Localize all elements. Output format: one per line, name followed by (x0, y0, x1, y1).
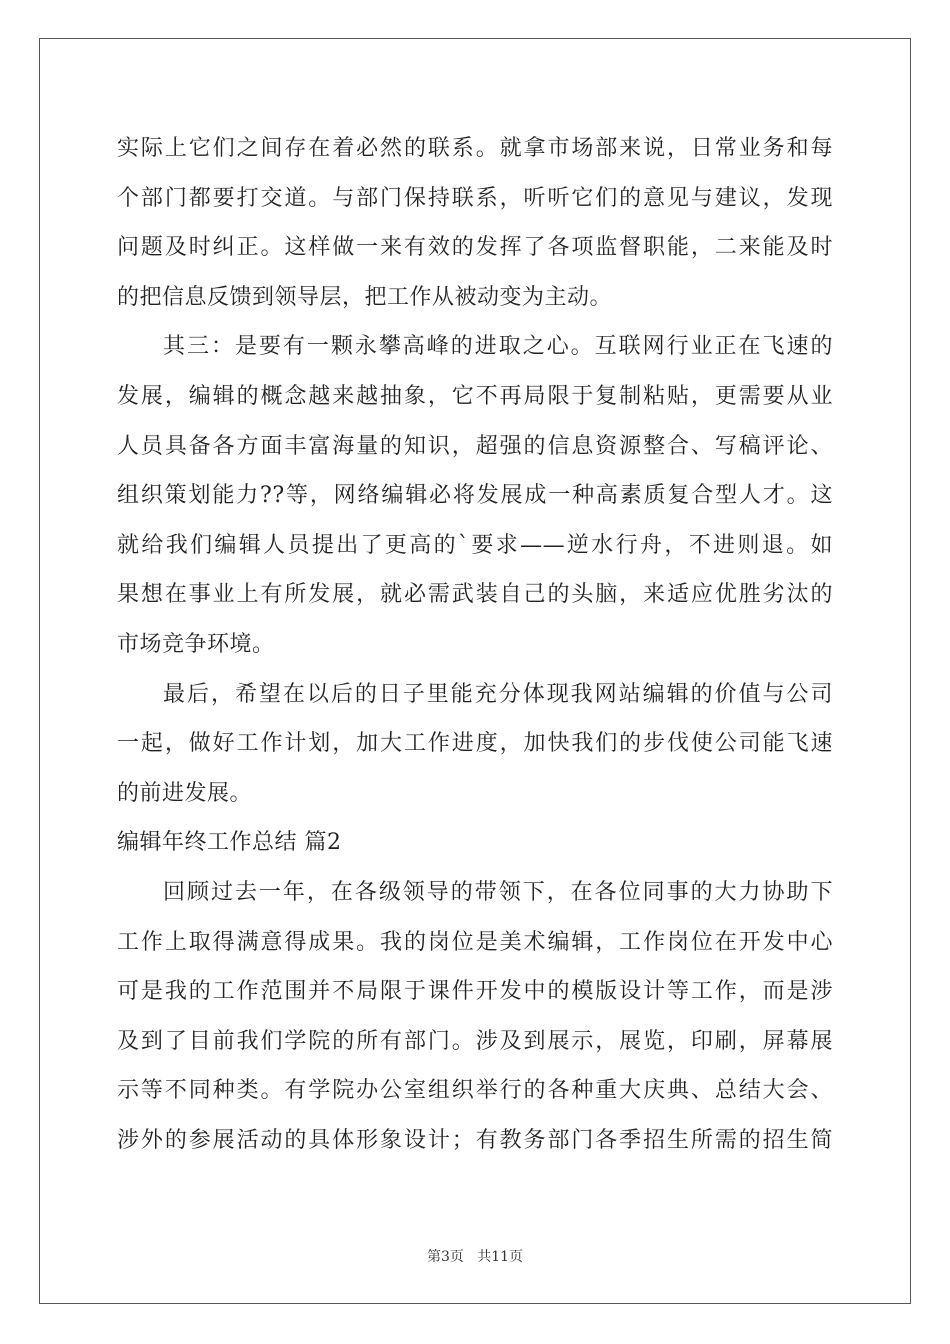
text-line: 最后，希望在以后的日子里能充分体现我网站编辑的价值与公司 (163, 681, 833, 707)
page-footer (0, 1246, 950, 1266)
text-line: 就给我们编辑人员提出了更高的`要求——逆水行舟，不进则退。如 (117, 532, 833, 558)
text-line: 编辑年终工作总结 篇2 (117, 830, 342, 856)
text-line: 果想在事业上有所发展，就必需武装自己的头脑，来适应优胜劣汰的 (117, 582, 833, 608)
text-line: 组织策划能力??等，网络编辑必将发展成一种高素质复合型人才。这 (117, 483, 833, 509)
text-line: 的前进发展。 (117, 780, 253, 806)
text-line: 人员具备各方面丰富海量的知识，超强的信息资源整合、写稿评论、 (117, 433, 833, 459)
text-line: 问题及时纠正。这样做一来有效的发挥了各项监督职能，二来能及时 (117, 235, 833, 261)
page-number: 第3页 共11页 (426, 1249, 524, 1265)
text-line: 工作上取得满意得成果。我的岗位是美术编辑，工作岗位在开发中心 (117, 929, 833, 955)
text-line: 涉外的参展活动的具体形象设计；有教务部门各季招生所需的招生简 (117, 1127, 833, 1153)
text-line: 其三：是要有一颗永攀高峰的进取之心。互联网行业正在飞速的 (163, 334, 833, 360)
document-body (117, 124, 833, 1165)
text-line: 的把信息反馈到领导层，把工作从被动变为主动。 (117, 284, 613, 310)
text-line: 回顾过去一年，在各级领导的带领下，在各位同事的大力协助下 (163, 879, 833, 905)
text-line: 一起，做好工作计划，加大工作进度，加快我们的步伐使公司能飞速 (117, 731, 833, 757)
text-line: 示等不同种类。有学院办公室组织举行的各种重大庆典、总结大会、 (117, 1078, 833, 1104)
text-line: 市场竞争环境。 (117, 631, 275, 657)
text-line: 实际上它们之间存在着必然的联系。就拿市场部来说，日常业务和每 (117, 136, 833, 161)
text-line: 个部门都要打交道。与部门保持联系，听听它们的意见与建议，发现 (117, 185, 833, 211)
text-line: 及到了目前我们学院的所有部门。涉及到展示，展览，印刷，屏幕展 (117, 1028, 833, 1054)
text-line: 发展，编辑的概念越来越抽象，它不再局限于复制粘贴，更需要从业 (117, 383, 833, 409)
text-line: 可是我的工作范围并不局限于课件开发中的模版设计等工作，而是涉 (117, 979, 833, 1005)
